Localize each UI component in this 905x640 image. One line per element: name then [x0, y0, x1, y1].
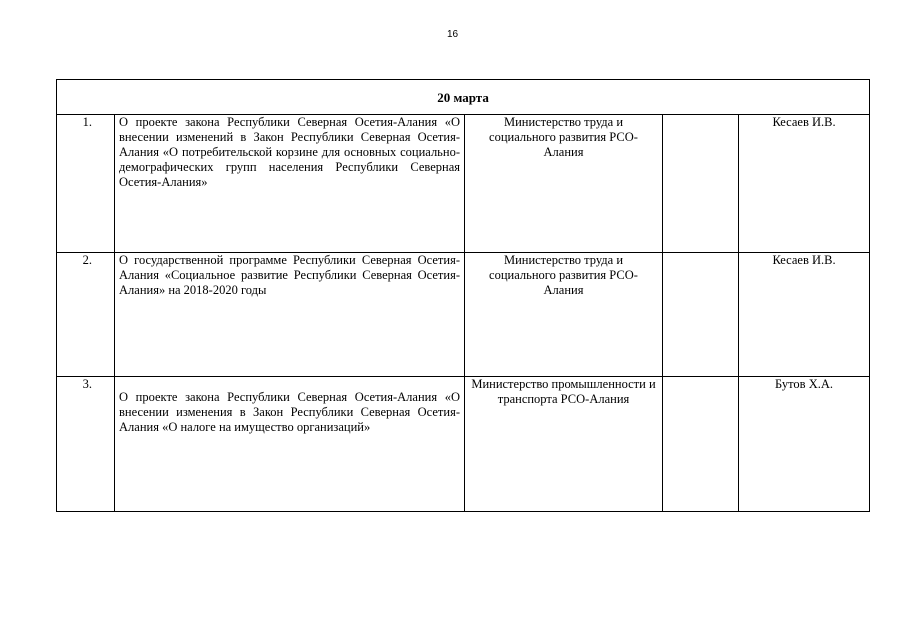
table-row [57, 115, 870, 253]
row-number: 1. [57, 115, 115, 253]
row-title: О проекте закона Республики Северная Осетия-Алания «О внесении изменений в Закон Республики Северная Осетия-Алания «О потребительской корзине для основных социально-демографических групп населения Республики Северная Осетия-Алания» [115, 115, 465, 253]
row-number: 2. [57, 253, 115, 377]
table-row [57, 377, 870, 512]
row-title: О проекте закона Республики Северная Осетия-Алания «О внесении изменения в Закон Республики Северная Осетия-Алания «О налоге на имущество организаций» [115, 377, 465, 512]
row-organization: Министерство труда и социального развития РСО-Алания [465, 115, 663, 253]
date-header: 20 марта [57, 80, 870, 115]
row-blank-cell [663, 377, 739, 512]
row-blank-cell [663, 115, 739, 253]
date-header-row [57, 80, 870, 115]
row-blank-cell [663, 253, 739, 377]
row-responsible: Кесаев И.В. [739, 115, 870, 253]
row-title: О государственной программе Республики Северная Осетия-Алания «Социальное развитие Республики Северная Осетия-Алания» на 2018-2020 годы [115, 253, 465, 377]
row-organization: Министерство промышленности и транспорта РСО-Алания [465, 377, 663, 512]
row-organization: Министерство труда и социального развития РСО-Алания [465, 253, 663, 377]
row-number: 3. [57, 377, 115, 512]
row-responsible: Бутов Х.А. [739, 377, 870, 512]
row-responsible: Кесаев И.В. [739, 253, 870, 377]
table-row [57, 253, 870, 377]
schedule-table [56, 79, 870, 512]
page-number: 16 [446, 29, 459, 40]
